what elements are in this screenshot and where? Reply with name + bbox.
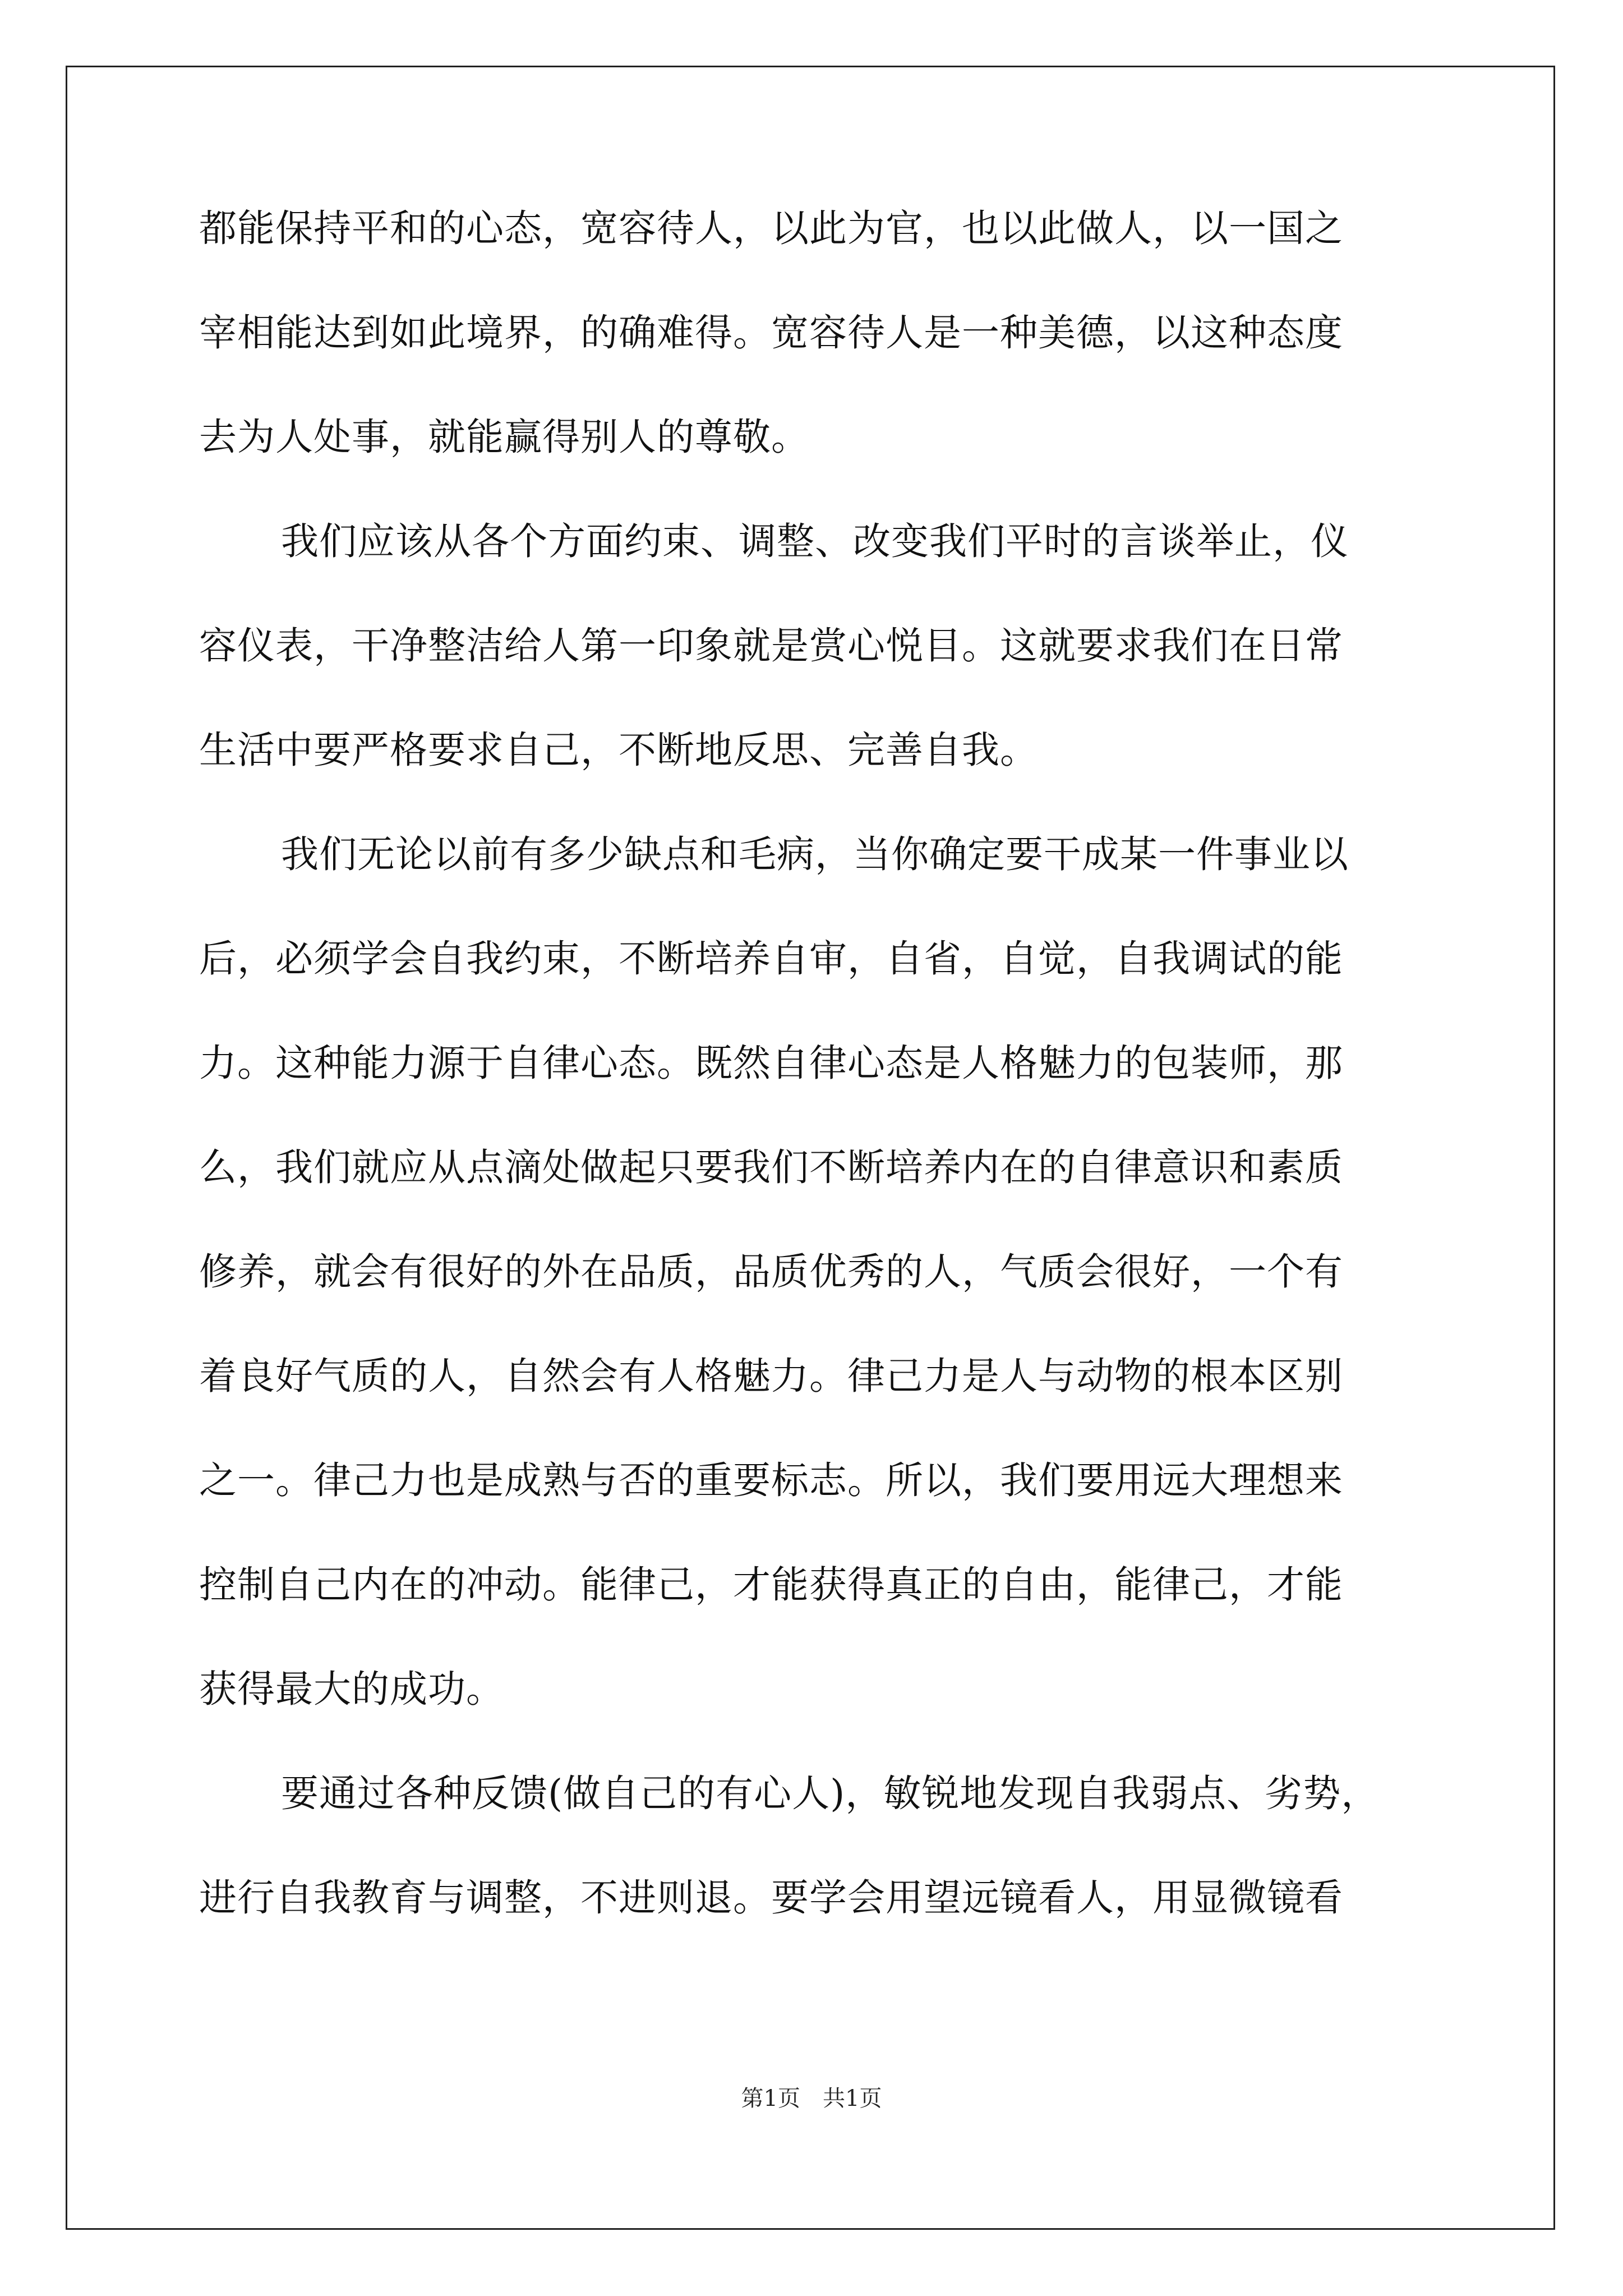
paragraph-line: 去为人处事，就能赢得别人的尊敬。 — [199, 415, 809, 459]
paragraph-line: 我们应该从各个方面约束、调整、改变我们平时的言谈举止，仪 — [281, 519, 1349, 563]
paragraph-line: 么，我们就应从点滴处做起只要我们不断培养内在的自律意识和素质 — [199, 1145, 1343, 1189]
paragraph-line: 后，必须学会自我约束，不断培养自审，自省，自觉，自我调试的能 — [199, 937, 1343, 981]
paragraph-line: 进行自我教育与调整，不进则退。要学会用望远镜看人，用显微镜看 — [199, 1876, 1343, 1920]
page-number-footer: 第1页 共1页 — [741, 2086, 882, 2111]
paragraph-line: 都能保持平和的心态，宽容待人，以此为官，也以此做人，以一国之 — [199, 206, 1343, 250]
paragraph-line: 修养，就会有很好的外在品质，品质优秀的人，气质会很好，一个有 — [199, 1250, 1343, 1294]
paragraph-line: 容仪表，干净整洁给人第一印象就是赏心悦目。这就要求我们在日常 — [199, 624, 1343, 668]
paragraph-line: 生活中要严格要求自己，不断地反思、完善自我。 — [199, 728, 1038, 772]
paragraph-line: 控制自己内在的冲动。能律己，才能获得真正的自由，能律己，才能 — [199, 1563, 1343, 1607]
paragraph-line: 宰相能达到如此境界，的确难得。宽容待人是一种美德，以这种态度 — [199, 311, 1343, 355]
document-body — [199, 208, 1427, 1919]
paragraph-line: 力。这种能力源于自律心态。既然自律心态是人格魅力的包装师，那 — [199, 1041, 1343, 1085]
paragraph-line: 之一。律己力也是成熟与否的重要标志。所以，我们要用远大理想来 — [199, 1458, 1343, 1502]
paragraph-line: 获得最大的成功。 — [199, 1667, 504, 1711]
paragraph-line: 我们无论以前有多少缺点和毛病，当你确定要干成某一件事业以 — [281, 832, 1349, 876]
paragraph-line: 要通过各种反馈(做自己的有心人)，敏锐地发现自我弱点、劣势， — [281, 1772, 1380, 1815]
paragraph-line: 着良好气质的人，自然会有人格魅力。律己力是人与动物的根本区别 — [199, 1354, 1343, 1398]
